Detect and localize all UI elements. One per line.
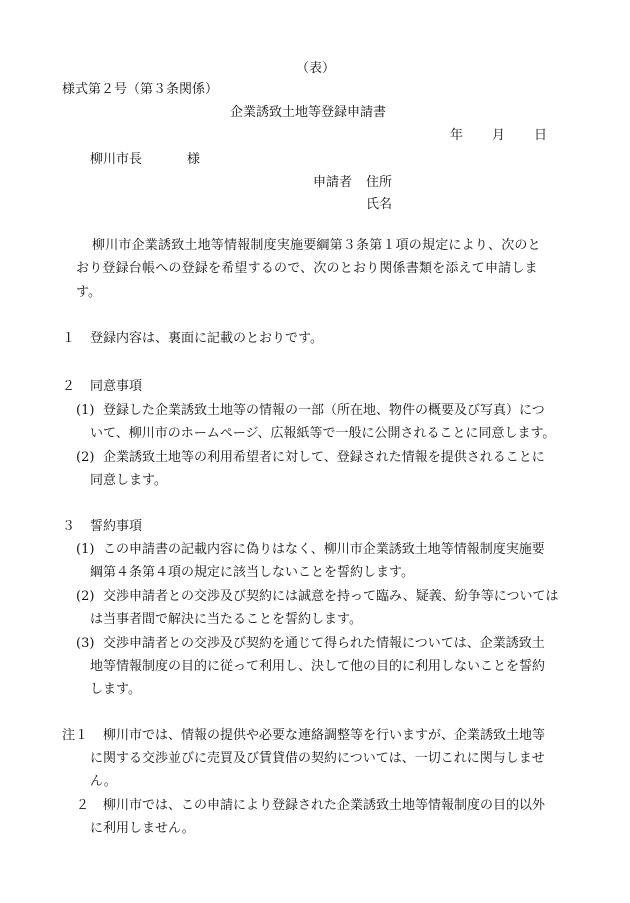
section-3-item-3-line: します。 <box>90 682 141 697</box>
date-year-unit: 年 <box>450 128 464 143</box>
note-2-number: ２ <box>76 798 90 813</box>
note-1-line: 柳川市では、情報の提供や必要な連絡調整等を行いますが、企業誘致土地等 <box>103 728 546 743</box>
note-2-line: に利用しません。 <box>90 821 195 836</box>
section-2-item-1-number: (1) <box>76 403 95 418</box>
section-3-number: ３ <box>62 519 76 534</box>
section-3-item-2-line: 交渉申請者との交渉及び契約には誠意を持って臨み、疑義、紛争等については <box>103 589 559 604</box>
section-2-item-1-line: 登録した企業誘致土地等の情報の一部（所在地、物件の概要及び写真）につ <box>103 403 545 418</box>
section-3-item-1-line: この申請書の記載内容に偽りはなく、柳川市企業誘致土地等情報制度実施要 <box>103 542 545 557</box>
applicant-name-label: 氏名 <box>366 197 393 212</box>
side-label: （表） <box>296 61 336 76</box>
document-title: 企業誘致土地等登録申請書 <box>230 105 387 120</box>
section-3-item-3-line: 地等情報制度の目的に従って利用し、決して他の目的に利用しないことを誓約 <box>90 659 546 674</box>
applicant-address-label: 住所 <box>366 175 393 190</box>
note-1-line: に関する交渉並びに売買及び賃貸借の契約については、一切これに関与しませ <box>90 751 545 766</box>
section-3-item-3-number: (3) <box>76 636 95 651</box>
date-day-unit: 日 <box>534 128 548 143</box>
section-2-item-2-line: 同意します。 <box>90 473 167 488</box>
addressee-name: 柳川市長 <box>90 152 143 167</box>
intro-line: 柳川市企業誘致土地等情報制度実施要綱第３条第１項の規定により、次のと <box>92 238 541 253</box>
notes-label: 注１ <box>62 728 89 743</box>
section-3-item-2-line: は当事者間で解決に当たることを誓約します。 <box>90 612 362 627</box>
section-3-item-1-number: (1) <box>76 542 95 557</box>
intro-line: おり登録台帳への登録を希望するので、次のとおり関係書類を添えて申請しま <box>76 261 538 276</box>
addressee-honorific: 様 <box>187 152 201 167</box>
section-1-text: 登録内容は、裏面に記載のとおりです。 <box>90 331 323 346</box>
section-2-item-2-number: (2) <box>76 450 95 465</box>
section-2-item-1-line: いて、柳川市のホームページ、広報紙等で一般に公開されることに同意します。 <box>90 426 556 441</box>
section-3-heading: 誓約事項 <box>90 519 143 534</box>
date-month-unit: 月 <box>492 128 506 143</box>
section-2-item-2-line: 企業誘致土地等の利用希望者に対して、登録された情報を提供されることに <box>103 450 545 465</box>
note-2-line: 柳川市では、この申請により登録された企業誘致土地等情報制度の目的以外 <box>103 798 546 813</box>
form-number: 様式第２号（第３条関係） <box>62 82 219 97</box>
intro-line: す。 <box>76 285 101 300</box>
section-3-item-1-line: 綱第４条第４項の規定に該当しないことを誓約します。 <box>90 565 414 580</box>
section-1-number: １ <box>62 331 76 346</box>
section-3-item-2-number: (2) <box>76 589 95 604</box>
section-2-number: ２ <box>62 379 76 394</box>
section-3-item-3-line: 交渉申請者との交渉及び契約を通じて得られた情報については、企業誘致土 <box>103 636 545 651</box>
applicant-label: 申請者 <box>313 175 353 190</box>
note-1-line: ん。 <box>90 774 117 789</box>
section-2-heading: 同意事項 <box>90 379 143 394</box>
